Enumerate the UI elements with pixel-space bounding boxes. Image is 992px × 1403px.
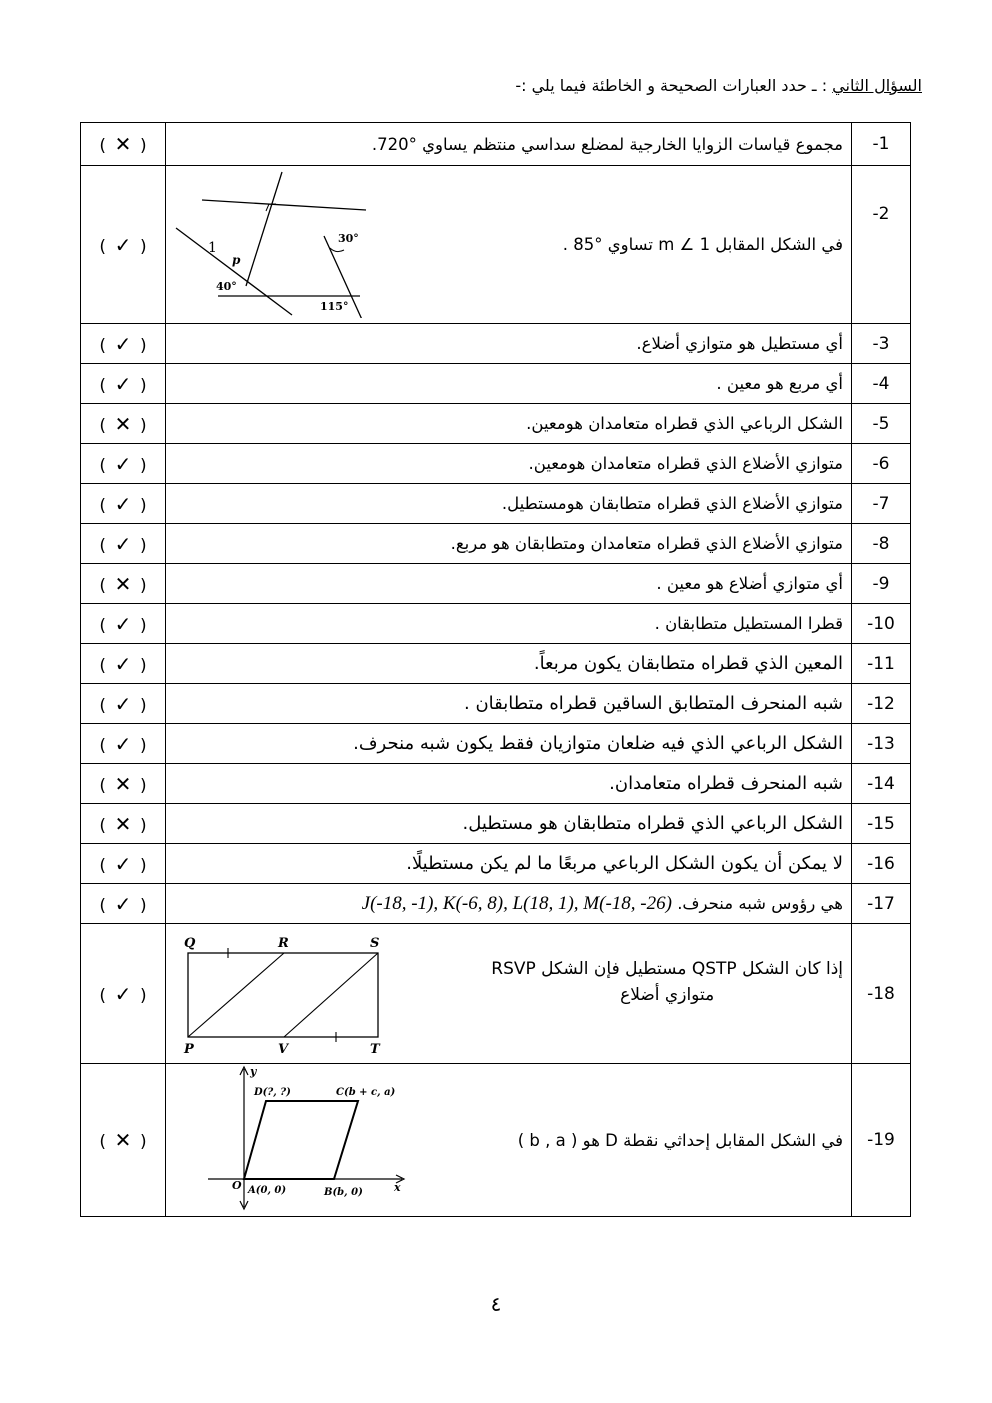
paren-open: ( [99, 1132, 106, 1152]
question-number: -1 [852, 123, 911, 166]
answer-cell [81, 764, 166, 804]
question-number: -10 [852, 604, 911, 644]
statement-cell [166, 724, 852, 764]
question-row [81, 324, 911, 364]
statement-cell [166, 524, 852, 564]
answer-cell [81, 166, 166, 324]
question-row [81, 764, 911, 804]
question-number: -5 [852, 404, 911, 444]
cross-icon: ✕ [114, 811, 132, 836]
check-icon: ✓ [114, 981, 132, 1006]
statement-cell [166, 444, 852, 484]
fig2-label-1: 1 [208, 239, 217, 256]
statement-cell [166, 484, 852, 524]
statement-text: الشكل الرباعي الذي قطراه متعامدان هومعين. [526, 414, 843, 433]
paren-close: ) [140, 375, 147, 396]
paren-close: ) [140, 985, 147, 1006]
paren-open: ( [99, 495, 106, 516]
question-row [81, 524, 911, 564]
check-icon: ✓ [114, 851, 132, 876]
statement-cell [166, 604, 852, 644]
question-row [81, 604, 911, 644]
paren-open: ( [99, 855, 106, 876]
question-row [81, 364, 911, 404]
statement-cell [166, 324, 852, 364]
cross-icon: ✕ [114, 411, 132, 436]
statement-cell [166, 764, 852, 804]
question-row [81, 644, 911, 684]
statement-cell [166, 644, 852, 684]
question-row [81, 884, 911, 924]
statement-text: لا يمكن أن يكون الشكل الرباعي مربعًا ما لم يكن مستطيلًا. [406, 853, 843, 874]
statement-text: الشكل الرباعي الذي قطراه متطابقان هو مستطيل. [462, 813, 843, 834]
check-icon: ✓ [114, 491, 132, 516]
figure-coordinate-parallelogram [206, 1065, 412, 1211]
question-number: -7 [852, 484, 911, 524]
fig18-Q: Q [184, 935, 196, 951]
cross-icon: ✕ [114, 1128, 132, 1152]
statement-cell [166, 123, 852, 166]
question-row [81, 444, 911, 484]
question-number: -11 [852, 644, 911, 684]
paren-close: ) [140, 735, 147, 756]
paren-open: ( [99, 735, 106, 756]
question-row [81, 404, 911, 444]
check-icon: ✓ [114, 371, 132, 396]
statement-text: أي متوازي أضلاع هو معين . [656, 574, 843, 593]
cross-icon: ✕ [114, 571, 132, 596]
answer-cell [81, 564, 166, 604]
check-icon: ✓ [114, 891, 132, 916]
fig18-P: P [184, 1041, 194, 1055]
statement-text: شبه المنحرف المتطابق الساقين قطراه متطابقان . [464, 693, 843, 714]
statement-text: في الشكل المقابل 1 ∠ m تساوي °85 . [562, 235, 843, 254]
figure-rectangle-qstp [174, 929, 394, 1055]
fig18-S: S [370, 935, 380, 951]
fig19-y: y [250, 1065, 257, 1078]
question-row [81, 924, 911, 1064]
paren-open: ( [99, 575, 106, 596]
question-number: -8 [852, 524, 911, 564]
answer-cell [81, 684, 166, 724]
statement-text: المعين الذي قطراه متطابقان يكون مربعاً. [533, 653, 843, 674]
question-number: -12 [852, 684, 911, 724]
question-row [81, 123, 911, 166]
check-icon: ✓ [114, 232, 132, 257]
check-icon: ✓ [114, 331, 132, 356]
question-number: -3 [852, 324, 911, 364]
paren-close: ) [140, 895, 147, 916]
true-false-table [80, 122, 911, 1217]
question-number: -4 [852, 364, 911, 404]
answer-cell [81, 724, 166, 764]
paren-open: ( [99, 375, 106, 396]
question-number: -17 [852, 884, 911, 924]
answer-cell [81, 804, 166, 844]
answer-cell [81, 123, 166, 166]
question-heading [515, 76, 922, 95]
answer-cell [81, 844, 166, 884]
fig19-O: O [232, 1179, 242, 1192]
question-number: -19 [852, 1064, 911, 1217]
paren-close: ) [140, 236, 147, 257]
statement-text: هي رؤوس شبه منحرف. [677, 893, 843, 913]
fig2-angle-115: 115° [320, 299, 349, 313]
paren-close: ) [140, 775, 147, 796]
paren-open: ( [99, 655, 106, 676]
check-icon: ✓ [114, 691, 132, 716]
fig18-V: V [278, 1041, 289, 1055]
answer-cell [81, 364, 166, 404]
statement-text: في الشكل المقابل إحداثي نقطة D هو ( b , a ) [517, 1130, 843, 1150]
answer-cell [81, 444, 166, 484]
fig19-x: x [394, 1181, 401, 1194]
cross-icon: ✕ [114, 771, 132, 796]
statement-cell [166, 364, 852, 404]
paren-close: ) [140, 575, 147, 596]
fig19-B: B(b, 0) [324, 1187, 363, 1198]
check-icon: ✓ [114, 611, 132, 636]
statement-cell [166, 844, 852, 884]
statement-text: أي مستطيل هو متوازي أضلاع. [636, 334, 843, 353]
paren-close: ) [140, 455, 147, 476]
paren-open: ( [99, 815, 106, 836]
paren-close: ) [140, 535, 147, 556]
statement-cell [166, 804, 852, 844]
statement-text: شبه المنحرف قطراه متعامدان. [609, 773, 843, 794]
check-icon: ✓ [114, 531, 132, 556]
paren-open: ( [99, 695, 106, 716]
figure-angles [174, 168, 374, 318]
paren-open: ( [99, 535, 106, 556]
question-number: -6 [852, 444, 911, 484]
statement-text: أي مربع هو معين . [716, 374, 843, 393]
statement-cell [166, 166, 852, 324]
answer-cell [81, 1064, 166, 1217]
statement-cell [166, 404, 852, 444]
check-icon: ✓ [114, 651, 132, 676]
paren-close: ) [140, 695, 147, 716]
statement-math: J(-18, -1), K(-6, 8), L(18, 1), M(-18, -26) [361, 892, 672, 914]
answer-cell [81, 604, 166, 644]
question-row [81, 564, 911, 604]
statement-cell [166, 564, 852, 604]
statement-cell [166, 884, 852, 924]
question-row [81, 484, 911, 524]
statement-text: متوازي الأضلاع الذي قطراه متطابقان هومستطيل. [501, 494, 843, 513]
heading-title: السؤال الثاني [832, 76, 922, 95]
paren-close: ) [140, 615, 147, 636]
question-number: -15 [852, 804, 911, 844]
question-row [81, 724, 911, 764]
paren-open: ( [99, 136, 106, 156]
answer-cell [81, 884, 166, 924]
fig18-R: R [278, 935, 289, 951]
statement-line-2: متوازي أضلاع [620, 984, 715, 1005]
fig18-T: T [370, 1041, 380, 1055]
paren-close: ) [140, 655, 147, 676]
question-number: -9 [852, 564, 911, 604]
paren-close: ) [140, 415, 147, 436]
paren-close: ) [140, 335, 147, 356]
paren-close: ) [140, 136, 147, 156]
cross-icon: ✕ [114, 132, 132, 156]
heading-instruction: : ـ حدد العبارات الصحيحة و الخاطئة فيما يلي :- [515, 76, 833, 95]
paren-open: ( [99, 335, 106, 356]
paren-close: ) [140, 815, 147, 836]
paren-open: ( [99, 985, 106, 1006]
answer-cell [81, 404, 166, 444]
question-row [81, 844, 911, 884]
fig19-D: D(?, ?) [254, 1087, 291, 1098]
fig2-label-p: p [232, 252, 241, 267]
paren-open: ( [99, 236, 106, 257]
answer-cell [81, 324, 166, 364]
check-icon: ✓ [114, 451, 132, 476]
fig2-angle-40: 40° [216, 279, 237, 293]
answer-cell [81, 524, 166, 564]
fig2-angle-30: 30° [338, 231, 359, 245]
answer-cell [81, 484, 166, 524]
paren-close: ) [140, 495, 147, 516]
question-number: -16 [852, 844, 911, 884]
answer-cell [81, 924, 166, 1064]
statement-text: الشكل الرباعي الذي فيه ضلعان متوازيان فقط يكون شبه منحرف. [353, 733, 843, 754]
paren-open: ( [99, 615, 106, 636]
question-row [81, 166, 911, 324]
question-row [81, 1064, 911, 1217]
question-number: -2 [852, 166, 911, 324]
page-number: ٤ [490, 1292, 502, 1316]
paren-open: ( [99, 415, 106, 436]
question-number: -14 [852, 764, 911, 804]
statement-cell [166, 684, 852, 724]
statement-cell [166, 1064, 852, 1217]
statement-cell [166, 924, 852, 1064]
question-row [81, 804, 911, 844]
statement-text: مجموع قياسات الزوايا الخارجية لمضلع سداسي منتظم يساوي °720. [371, 134, 843, 154]
paren-close: ) [140, 1132, 147, 1152]
statement-text: متوازي الأضلاع الذي قطراه متعامدان هومعين. [528, 454, 843, 473]
paren-close: ) [140, 855, 147, 876]
statement-line-1: إذا كان الشكل QSTP مستطيل فإن الشكل RSVP [491, 958, 843, 979]
answer-cell [81, 644, 166, 684]
paren-open: ( [99, 775, 106, 796]
statement-text: قطرا المستطيل متطابقان . [654, 614, 843, 633]
check-icon: ✓ [114, 731, 132, 756]
paren-open: ( [99, 895, 106, 916]
fig19-A: A(0, 0) [248, 1185, 287, 1196]
fig19-C: C(b + c, a) [336, 1087, 396, 1098]
question-row [81, 684, 911, 724]
paren-open: ( [99, 455, 106, 476]
statement-text: متوازي الأضلاع الذي قطراه متعامدان ومتطابقان هو مربع. [450, 534, 843, 553]
question-number: -18 [852, 924, 911, 1064]
question-number: -13 [852, 724, 911, 764]
